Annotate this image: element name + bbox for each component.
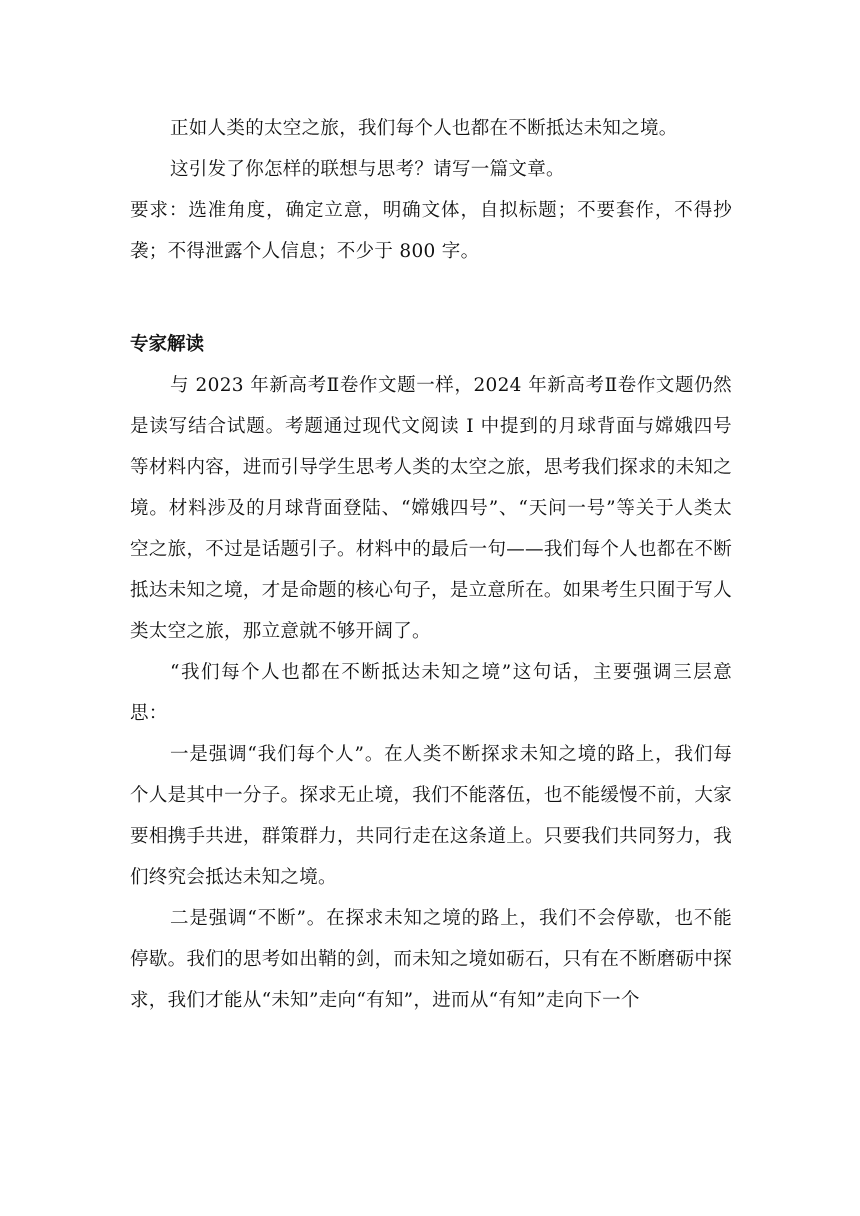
analysis-paragraph-1: 与 2023 年新高考Ⅱ卷作文题一样，2024 年新高考Ⅱ卷作文题仍然是读写结合试题。考题通过现代文阅读 I 中提到的月球背面与嫦娥四号等材料内容，进而引导学生思考人类的太空之旅，思考我们探求的未知之境。材料涉及的月球背面登陆、“嫦娥四号”、“天问一号”等关于人类太空之旅，不过是话题引子。材料中的最后一句——我们每个人也都在不断抵达未知之境，才是命题的核心句子，是立意所在。如果考生只囿于写人类太空之旅，那立意就不够开阔了。 [130,375,732,642]
prompt-paragraph-1: 正如人类的太空之旅，我们每个人也都在不断抵达未知之境。 [170,118,678,139]
analysis-paragraph-2: “我们每个人也都在不断抵达未知之境”这句话，主要强调三层意思： [130,662,732,724]
prompt-requirements: 要求：选准角度，确定立意，明确文体，自拟标题；不要套作，不得抄袭；不得泄露个人信息；不少于 800 字。 [130,200,732,262]
prompt-paragraph-2: 这引发了你怎样的联想与思考？请写一篇文章。 [170,159,565,180]
analysis-paragraph-4: 二是强调“不断”。在探求未知之境的路上，我们不会停歇，也不能停歇。我们的思考如出鞘的剑，而未知之境如砺石，只有在不断磨砺中探求，我们才能从“未知”走向“有知”，进而从“有知”走向下一个 [130,908,732,1011]
analysis-paragraph-3: 一是强调“我们每个人”。在人类不断探求未知之境的路上，我们每个人是其中一分子。探求无止境，我们不能落伍，也不能缓慢不前，大家要相携手共进，群策群力，共同行走在这条道上。只要我们共同努力，我们终究会抵达未知之境。 [130,744,732,888]
section-heading: 专家解读 [130,334,205,355]
document-body [130,108,732,1021]
